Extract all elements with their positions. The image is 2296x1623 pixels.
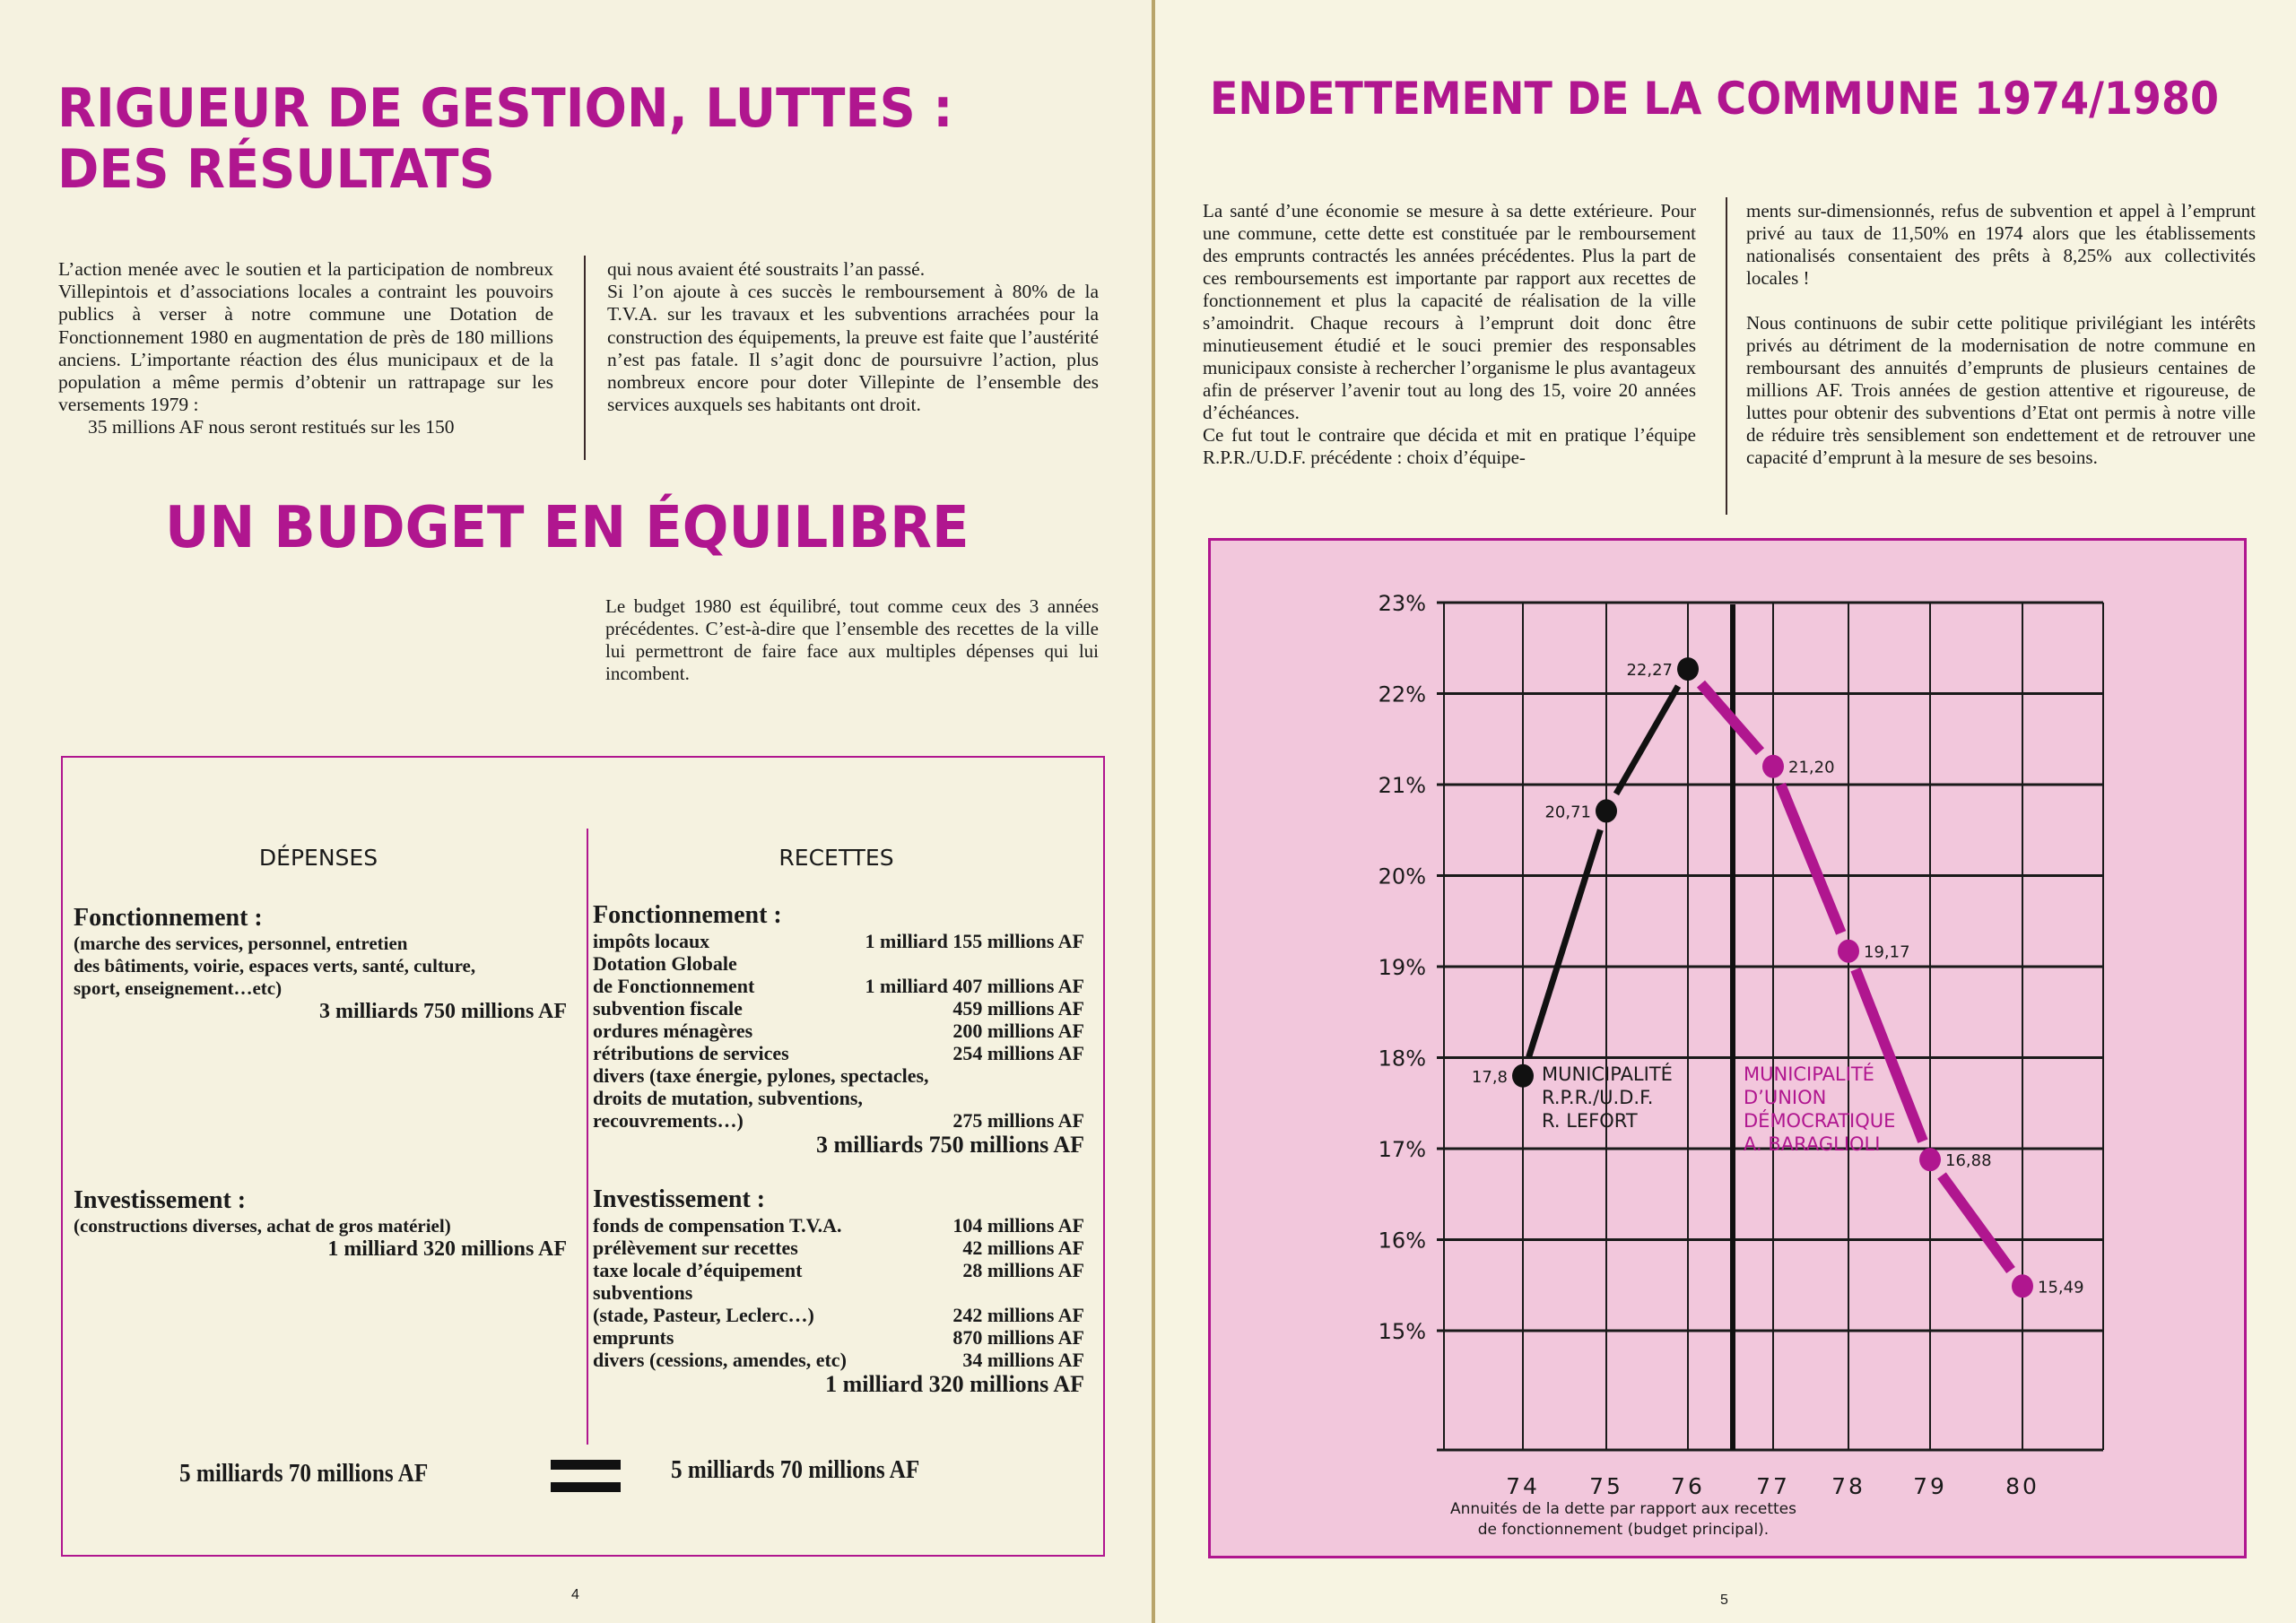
x-tick-label: 79: [1913, 1473, 1947, 1499]
data-label: 19,17: [1864, 942, 1910, 962]
budget-row: [593, 1064, 1084, 1087]
budget-column-divider: [587, 829, 588, 1445]
equals-sign-icon: [551, 1460, 621, 1492]
data-label: 21,20: [1788, 758, 1835, 777]
series-annotation: D’UNION: [1744, 1087, 1827, 1108]
budget-row-label: prélèvement sur recettes: [593, 1237, 798, 1259]
budget-row-label: (stade, Pasteur, Leclerc…): [593, 1304, 814, 1326]
x-tick-label: 78: [1831, 1473, 1866, 1499]
data-point: [1762, 755, 1784, 778]
y-tick-label: 18%: [1378, 1046, 1426, 1072]
data-point: [1838, 940, 1859, 963]
budget-row: [593, 930, 1084, 952]
budget-row: [593, 1087, 1084, 1109]
depenses-fonctionnement-desc: sport, enseignement…etc): [74, 977, 283, 999]
depenses-fonctionnement-total: 3 milliards 750 millions AF: [318, 1000, 567, 1023]
depenses-investissement-total: 1 milliard 320 millions AF: [327, 1237, 567, 1261]
budget-row: [593, 952, 1084, 975]
debt-paragraph-4: Nous continuons de subir cette politique privilégiant les intérêts privés au détriment de la modernisation de notre commune en remboursant des annuités d’emprunts de plusieurs centaines de millions AF. Trois années de gestion attentive et rigoureuse, de luttes pour obtenir des subventions d’Etat ont permis à notre ville de réduire très sensiblement son endettement et de retrouver une capacité d’emprunt à la mesure de ses besoins.: [1746, 312, 2256, 468]
recettes-investissement-total: 1 milliard 320 millions AF: [825, 1371, 1084, 1397]
series-segment: [1616, 686, 1678, 794]
budget-row: [593, 1326, 1084, 1349]
debt-chart: [1208, 538, 2247, 1558]
left-title-line-2: DES RÉSULTATS: [57, 138, 495, 201]
budget-row-label: divers (cessions, amendes, etc): [593, 1349, 847, 1371]
series-annotation: MUNICIPALITÉ: [1542, 1063, 1673, 1085]
left-title-line-1: RIGUEUR DE GESTION, LUTTES :: [57, 77, 953, 140]
debt-column-1: [1203, 200, 1696, 469]
page-number-left: 4: [571, 1587, 579, 1602]
intro-paragraph-2: 35 millions AF nous seront restitués sur les 150: [88, 416, 455, 438]
data-label: 20,71: [1544, 803, 1591, 822]
data-label: 16,88: [1945, 1151, 1992, 1171]
series-annotation: R. LEFORT: [1542, 1110, 1638, 1132]
budget-intro: Le budget 1980 est équilibré, tout comme ceux des 3 années précédentes. C’est-à-dire que l’ensemble des recettes de la ville lui permettront de faire face aux multiples dépenses qui lui incombent.: [605, 595, 1099, 684]
chart-caption: [1390, 1499, 1857, 1541]
depenses-title: DÉPENSES: [258, 845, 378, 871]
intro-column-2: [607, 258, 1099, 416]
budget-row: [593, 1020, 1084, 1042]
series-annotation: R.P.R./U.D.F.: [1542, 1087, 1654, 1108]
y-tick-label: 21%: [1378, 773, 1426, 798]
y-tick-label: 23%: [1378, 591, 1426, 616]
data-point: [1596, 799, 1617, 822]
chart-caption-line-2: de fonctionnement (budget principal).: [1477, 1521, 1770, 1539]
recettes-fonctionnement: [593, 901, 1084, 1159]
budget-row-label: rétributions de services: [593, 1042, 789, 1064]
budget-row-value: 275 millions AF: [952, 1109, 1084, 1132]
intro-paragraph-1: L’action menée avec le soutien et la participation de nombreux Villepintois et d’associations locales a contraint les pouvoirs publics à verser à notre commune une Dotation de Fonctionnement 1980 en augmentation de près de 180 millions anciens. L’importante réaction des élus municipaux et de la population a même permis d’obtenir un rattrapage sur les versements 1979 :: [58, 258, 553, 416]
budget-row-value: 1 milliard 155 millions AF: [865, 930, 1084, 952]
budget-row-label: droits de mutation, subventions,: [593, 1087, 863, 1109]
budget-row-label: divers (taxe énergie, pylones, spectacles,: [593, 1064, 929, 1087]
right-column-divider: [1726, 197, 1727, 515]
recettes-fonctionnement-label: Fonctionnement :: [593, 901, 782, 929]
depenses-investissement-label: Investissement :: [74, 1186, 247, 1214]
y-tick-label: 15%: [1378, 1319, 1426, 1344]
y-tick-label: 19%: [1378, 955, 1426, 980]
recettes-fonctionnement-total: 3 milliards 750 millions AF: [815, 1132, 1084, 1158]
budget-row-value: 42 millions AF: [962, 1237, 1084, 1259]
series-segment: [1942, 1176, 2011, 1271]
debt-paragraph-3: ments sur-dimensionnés, refus de subvention et appel à l’emprunt privé au taux de 11,50% en 1974 alors que les établissements nationalisés consentaient des prêts à 8,25% aux collectivités locales !: [1746, 200, 2256, 289]
data-label: 22,27: [1626, 661, 1673, 681]
right-title: ENDETTEMENT DE LA COMMUNE 1974/1980: [1210, 73, 2219, 125]
budget-row-value: 242 millions AF: [952, 1304, 1084, 1326]
budget-row: [593, 1304, 1084, 1326]
y-tick-label: 22%: [1378, 681, 1426, 707]
series-annotation: MUNICIPALITÉ: [1744, 1063, 1874, 1085]
chart-caption-line-1: Annuités de la dette par rapport aux recettes: [1450, 1500, 1796, 1518]
budget-row: [593, 1349, 1084, 1371]
y-tick-label: 17%: [1378, 1137, 1426, 1162]
budget-row-value: 254 millions AF: [952, 1042, 1084, 1064]
budget-row-value: 28 millions AF: [962, 1259, 1084, 1281]
column-divider: [584, 256, 586, 460]
data-point: [2012, 1274, 2033, 1298]
debt-paragraph-1: La santé d’une économie se mesure à sa dette extérieure. Pour une commune, cette dette est constituée par le remboursement des emprunts contractés les années précédentes. Plus la part de ces remboursements est importante par rapport aux recettes de fonctionnement et plus la capacité de réalisation de la ville s’amoindrit. Chaque recours à l’emprunt doit donc être minutieusement étudié et le souci premier des responsables municipaux consiste à rechercher l’organisme le plus avantageux afin de préserver l’avenir tout au long des 15, voire 20 années d’échéances.: [1203, 200, 1696, 423]
budget-row: [593, 1214, 1084, 1237]
series-annotation: DÉMOCRATIQUE: [1744, 1110, 1896, 1132]
depenses-investissement: [74, 1186, 567, 1262]
budget-row-value: 459 millions AF: [952, 997, 1084, 1020]
depenses-fonctionnement: [74, 904, 567, 1024]
budget-row-label: emprunts: [593, 1326, 674, 1349]
depenses-fonctionnement-desc: (marche des services, personnel, entretien: [74, 933, 408, 954]
data-point: [1919, 1148, 1941, 1171]
intro-paragraph-4: Si l’on ajoute à ces succès le remboursement à 80% de la T.V.A. sur les travaux et les subventions arrachées pour la construction des équipements, la preuve est faite que l’austérité n’est pas fatale. Il s’agit donc de poursuivre l’action, plus nombreux encore pour doter Villepinte de l’ensemble des services auxquels ses habitants ont droit.: [607, 281, 1099, 416]
budget-row-value: 1 milliard 407 millions AF: [865, 975, 1084, 997]
budget-row: [593, 1237, 1084, 1259]
budget-row: [593, 1259, 1084, 1281]
depenses-grand-total: 5 milliards 70 millions AF: [179, 1460, 429, 1488]
x-tick-label: 74: [1506, 1473, 1540, 1499]
debt-paragraph-2: Ce fut tout le contraire que décida et mit en pratique l’équipe R.P.R./U.D.F. précédente : choix d’équipe-: [1203, 424, 1696, 468]
budget-row: [593, 997, 1084, 1020]
budget-heading: UN BUDGET EN ÉQUILIBRE: [165, 495, 970, 561]
y-tick-label: 20%: [1378, 864, 1426, 890]
budget-row-label: de Fonctionnement: [593, 975, 755, 997]
budget-row-label: recouvrements…): [593, 1109, 744, 1132]
series-annotation: A. BARAGLIOLI: [1744, 1133, 1881, 1155]
series-segment: [1780, 785, 1840, 933]
budget-row-label: ordures ménagères: [593, 1020, 753, 1042]
x-tick-label: 75: [1589, 1473, 1623, 1499]
x-tick-label: 80: [2005, 1473, 2039, 1499]
budget-row-value: 34 millions AF: [962, 1349, 1084, 1371]
x-tick-label: 77: [1756, 1473, 1790, 1499]
data-point: [1512, 1064, 1534, 1088]
intro-paragraph-3: qui nous avaient été soustraits l’an passé.: [607, 258, 926, 280]
recettes-grand-total: 5 milliards 70 millions AF: [671, 1456, 920, 1484]
budget-row-value: 200 millions AF: [952, 1020, 1084, 1042]
y-tick-label: 16%: [1378, 1228, 1426, 1254]
budget-row-label: impôts locaux: [593, 930, 710, 952]
series-segment: [1529, 829, 1601, 1056]
recettes-investissement-label: Investissement :: [593, 1185, 766, 1213]
intro-column-1: [58, 258, 553, 439]
budget-row-label: taxe locale d’équipement: [593, 1259, 803, 1281]
budget-row: [593, 975, 1084, 997]
data-label: 17,8: [1471, 1067, 1508, 1087]
depenses-fonctionnement-desc: des bâtiments, voirie, espaces verts, santé, culture,: [74, 955, 476, 976]
budget-row-label: subventions: [593, 1281, 693, 1304]
budget-row-label: Dotation Globale: [593, 952, 737, 975]
budget-row: [593, 1109, 1084, 1132]
budget-row-label: fonds de compensation T.V.A.: [593, 1214, 842, 1237]
recettes-title: RECETTES: [778, 845, 894, 871]
depenses-fonctionnement-label: Fonctionnement :: [74, 904, 263, 932]
budget-row: [593, 1042, 1084, 1064]
x-tick-label: 76: [1671, 1473, 1705, 1499]
budget-row: [593, 1281, 1084, 1304]
budget-row-value: 870 millions AF: [952, 1326, 1084, 1349]
data-point: [1677, 657, 1699, 681]
page-number-right: 5: [1720, 1593, 1728, 1608]
data-label: 15,49: [2038, 1278, 2084, 1298]
depenses-investissement-desc: (constructions diverses, achat de gros matériel): [74, 1215, 451, 1237]
budget-row-label: subvention fiscale: [593, 997, 743, 1020]
page-spine: [1152, 0, 1155, 1623]
recettes-investissement: [593, 1185, 1084, 1398]
budget-row-value: 104 millions AF: [952, 1214, 1084, 1237]
debt-column-2: [1746, 200, 2256, 469]
